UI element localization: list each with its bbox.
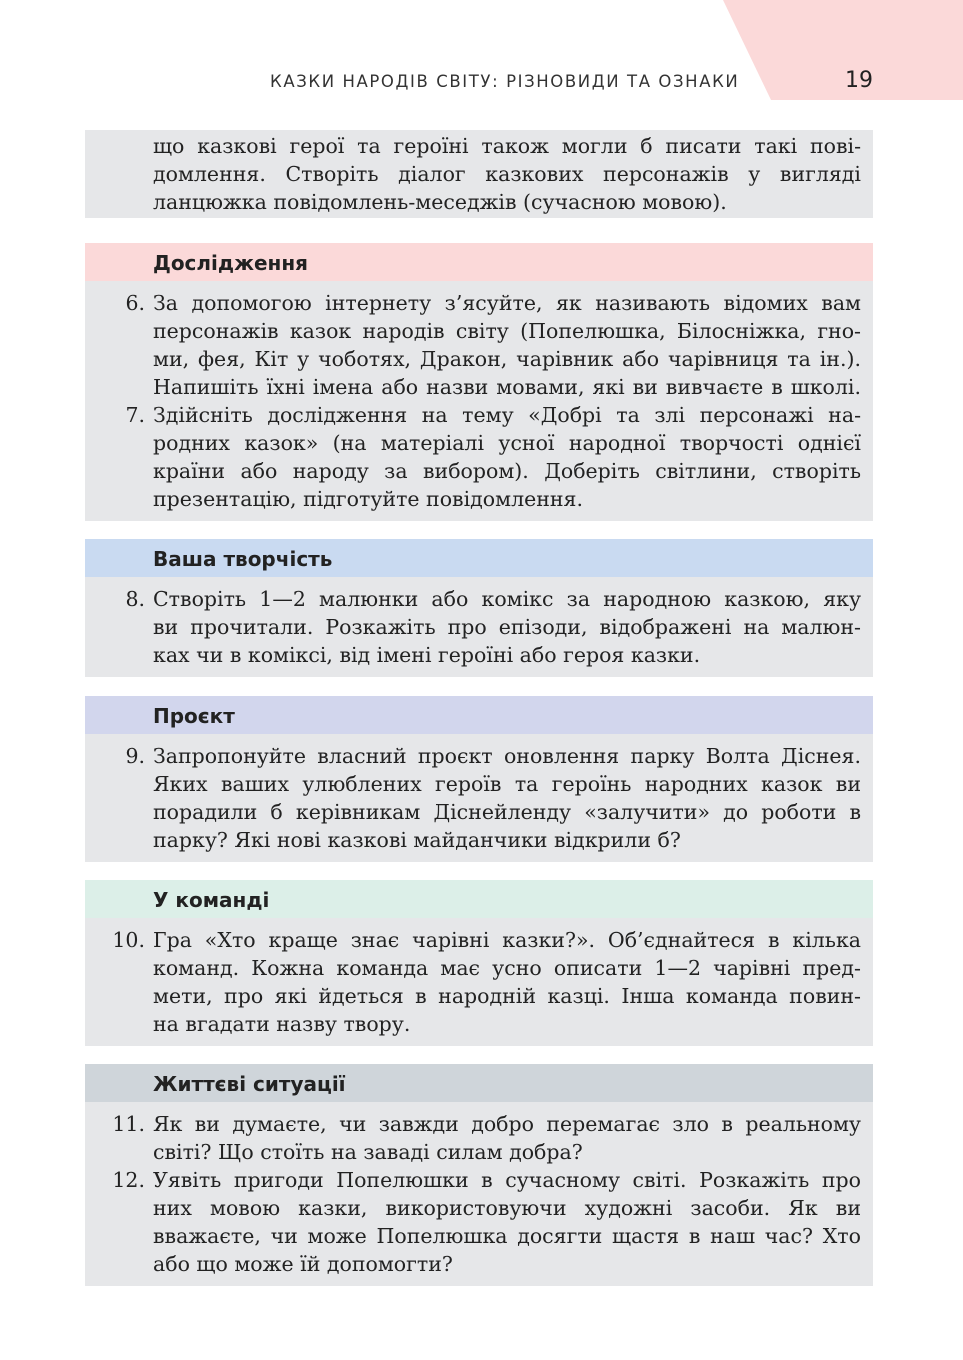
task-number: 12. <box>112 1168 145 1192</box>
task-line: світі? Що стоїть на заваді силам добра? <box>153 1140 583 1164</box>
task-line: команд. Кожна команда має усно описати 1—2 чарівні пред- <box>153 956 861 980</box>
section-life-situations <box>85 1064 873 1286</box>
task-line: країни або народу за вибором). Доберіть світлини, створіть <box>153 459 861 483</box>
task-line: презентацію, підготуйте повідомлення. <box>153 487 583 511</box>
task-line: мети, про які йдеться в народній казці. Інша команда повин- <box>153 984 861 1008</box>
intro-block <box>85 130 873 218</box>
section-title: Проєкт <box>85 696 873 734</box>
section-project <box>85 696 873 862</box>
task-11 <box>85 1110 861 1166</box>
section-title: Ваша творчість <box>85 539 873 577</box>
intro-line: що казкові герої та героїні також могли б писати такі пові- <box>153 134 861 158</box>
task-line: Яких ваших улюблених героїв та героїнь народних казок ви <box>153 772 861 796</box>
task-line: ми, фея, Кіт у чоботях, Дракон, чарівник або чарівниця та ін.). <box>153 347 861 371</box>
task-number: 6. <box>125 291 145 315</box>
task-10 <box>85 926 861 1038</box>
section-team <box>85 880 873 1046</box>
task-line: на вгадати назву твору. <box>153 1012 411 1036</box>
task-7 <box>85 401 861 513</box>
task-line: Як ви думаєте, чи завжди добро перемагає зло в реальному <box>153 1112 861 1136</box>
intro-line: ланцюжка повідомлень-меседжів (сучасною мовою). <box>153 190 727 214</box>
task-12 <box>85 1166 861 1278</box>
task-line: або що може їй допомогти? <box>153 1252 453 1276</box>
task-number: 10. <box>112 928 145 952</box>
task-number: 7. <box>125 403 145 427</box>
section-title: У команді <box>85 880 873 918</box>
task-number: 11. <box>112 1112 145 1136</box>
task-number: 9. <box>125 744 145 768</box>
task-9 <box>85 742 861 854</box>
task-8 <box>85 585 861 669</box>
task-line: ках чи в коміксі, від імені героїні або героя казки. <box>153 643 701 667</box>
task-6 <box>85 289 861 401</box>
corner-decoration <box>723 0 963 100</box>
task-line: парку? Які нові казкові майданчики відкрили б? <box>153 828 681 852</box>
section-research <box>85 243 873 521</box>
section-creativity <box>85 539 873 677</box>
task-line: персонажів казок народів світу (Попелюшка, Білосніжка, гно- <box>153 319 861 343</box>
task-line: ви прочитали. Розкажіть про епізоди, відображені на малюн- <box>153 615 861 639</box>
task-line: Створіть 1—2 малюнки або комікс за народною казкою, яку <box>153 587 861 611</box>
task-line: родних казок» (на матеріалі усної народної творчості однієї <box>153 431 861 455</box>
task-line: Уявіть пригоди Попелюшки в сучасному світі. Розкажіть про <box>153 1168 861 1192</box>
task-line: вважаєте, чи може Попелюшка досягти щастя в наш час? Хто <box>153 1224 861 1248</box>
task-line: Запропонуйте власний проєкт оновлення парку Волта Діснея. <box>153 744 861 768</box>
task-number: 8. <box>125 587 145 611</box>
intro-line: домлення. Створіть діалог казкових персонажів у вигляді <box>153 162 861 186</box>
task-line: них мовою казки, використовуючи художні засоби. Як ви <box>153 1196 861 1220</box>
task-line: Гра «Хто краще знає чарівні казки?». Об’єднайтеся в кілька <box>153 928 861 952</box>
task-line: Здійсніть дослідження на тему «Добрі та злі персонажі на- <box>153 403 861 427</box>
page-number: 19 <box>845 68 873 93</box>
task-line: Напишіть їхні імена або назви мовами, які ви вивчаєте в школі. <box>153 375 861 399</box>
running-header: КАЗКИ НАРОДІВ СВІТУ: РІЗНОВИДИ ТА ОЗНАКИ <box>270 72 740 91</box>
section-title: Життєві ситуації <box>85 1064 873 1102</box>
task-line: порадили б керівникам Діснейленду «залучити» до роботи в <box>153 800 861 824</box>
section-title: Дослідження <box>85 243 873 281</box>
task-line: За допомогою інтернету з’ясуйте, як називають відомих вам <box>153 291 861 315</box>
